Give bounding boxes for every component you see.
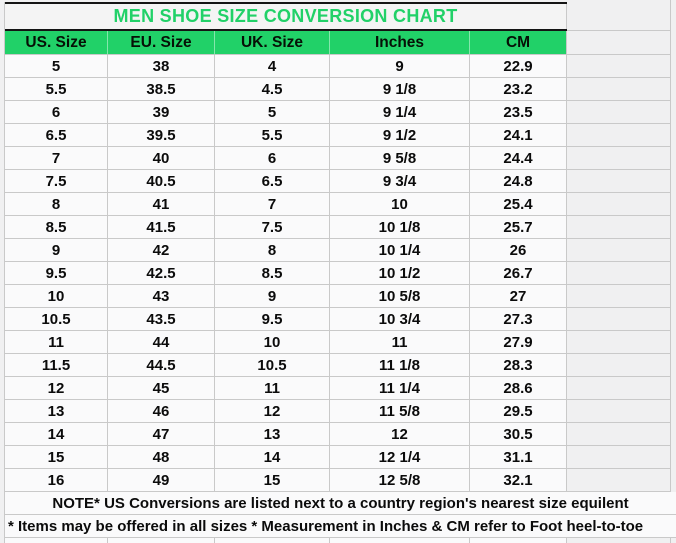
table-cell[interactable]: 6.5 (5, 124, 108, 147)
column-header-eu-size[interactable]: EU. Size (108, 31, 215, 55)
empty-cell[interactable] (567, 262, 671, 285)
note-row-conversions[interactable]: NOTE* US Conversions are listed next to a country region's nearest size equilent (5, 492, 676, 515)
page-title: MEN SHOE SIZE CONVERSION CHART (113, 6, 458, 26)
table-cell[interactable]: 4 (215, 55, 330, 78)
empty-cell[interactable] (567, 538, 671, 543)
table-row (5, 193, 567, 216)
table-cell[interactable]: 45 (108, 377, 215, 400)
table-cell[interactable]: 44.5 (108, 354, 215, 377)
table-cell[interactable]: 7 (5, 147, 108, 170)
table-cell[interactable]: 25.4 (470, 193, 567, 216)
table-cell[interactable]: 9 1/8 (330, 78, 470, 101)
title-row[interactable] (5, 4, 567, 29)
table-cell[interactable]: 11 5/8 (330, 400, 470, 423)
table-cell[interactable]: 24.1 (470, 124, 567, 147)
table-cell[interactable]: 10 (330, 193, 470, 216)
empty-cell[interactable] (567, 400, 671, 423)
table-cell[interactable]: 10 3/4 (330, 308, 470, 331)
empty-cell[interactable] (567, 239, 671, 262)
conversion-table (4, 2, 567, 492)
table-cell[interactable]: 12 5/8 (330, 469, 470, 492)
table-cell[interactable]: 10 (5, 285, 108, 308)
table-cell[interactable]: 14 (5, 423, 108, 446)
clipped-empty-row (4, 538, 671, 543)
table-cell[interactable]: 41 (108, 193, 215, 216)
empty-cell[interactable] (5, 538, 108, 543)
table-cell[interactable]: 38.5 (108, 78, 215, 101)
table-cell[interactable]: 24.8 (470, 170, 567, 193)
table-cell[interactable]: 12 (330, 423, 470, 446)
table-cell[interactable]: 40.5 (108, 170, 215, 193)
table-cell[interactable]: 9 5/8 (330, 147, 470, 170)
table-row (5, 377, 567, 400)
table-cell[interactable]: 41.5 (108, 216, 215, 239)
note-row-measurement[interactable]: * Items may be offered in all sizes * Measurement in Inches & CM refer to Foot heel-to-toe (5, 515, 676, 538)
empty-cell[interactable] (567, 101, 671, 124)
table-cell[interactable]: 10 1/2 (330, 262, 470, 285)
table-cell[interactable]: 9 (330, 55, 470, 78)
table-row (5, 285, 567, 308)
table-cell[interactable]: 11.5 (5, 354, 108, 377)
table-row (5, 446, 567, 469)
empty-cell[interactable] (567, 469, 671, 492)
empty-cell[interactable] (330, 538, 470, 543)
empty-cell[interactable] (567, 170, 671, 193)
empty-cell[interactable] (108, 538, 215, 543)
empty-cell[interactable] (567, 147, 671, 170)
table-row (5, 147, 567, 170)
table-cell[interactable]: 9 3/4 (330, 170, 470, 193)
table-row (5, 124, 567, 147)
column-header-uk-size[interactable]: UK. Size (215, 31, 330, 55)
table-row (5, 170, 567, 193)
table-cell[interactable]: 10.5 (215, 354, 330, 377)
table-cell[interactable]: 23.5 (470, 101, 567, 124)
table-row (5, 469, 567, 492)
empty-cell[interactable] (567, 78, 671, 101)
table-cell[interactable]: 13 (5, 400, 108, 423)
table-row (5, 262, 567, 285)
table-cell[interactable]: 15 (215, 469, 330, 492)
table-cell[interactable]: 47 (108, 423, 215, 446)
table-row (5, 308, 567, 331)
table-cell[interactable]: 11 1/8 (330, 354, 470, 377)
table-cell[interactable]: 5 (215, 101, 330, 124)
table-cell[interactable]: 9 1/4 (330, 101, 470, 124)
table-cell[interactable]: 11 (215, 377, 330, 400)
table-cell[interactable]: 42.5 (108, 262, 215, 285)
table-body (5, 55, 567, 492)
empty-cell[interactable] (567, 0, 671, 31)
header-row (5, 31, 567, 55)
table-cell[interactable]: 12 (5, 377, 108, 400)
empty-cell[interactable] (567, 216, 671, 239)
table-cell[interactable]: 9 1/2 (330, 124, 470, 147)
table-cell[interactable]: 9.5 (215, 308, 330, 331)
table-cell[interactable]: 10 1/8 (330, 216, 470, 239)
empty-cell[interactable] (567, 423, 671, 446)
table-cell[interactable]: 39.5 (108, 124, 215, 147)
table-cell[interactable]: 27.3 (470, 308, 567, 331)
table-cell[interactable]: 8.5 (5, 216, 108, 239)
table-cell[interactable]: 16 (5, 469, 108, 492)
table-cell[interactable]: 32.1 (470, 469, 567, 492)
table-row (5, 78, 567, 101)
empty-cell[interactable] (567, 285, 671, 308)
table-cell[interactable]: 10 1/4 (330, 239, 470, 262)
table-cell[interactable]: 13 (215, 423, 330, 446)
table-cell[interactable]: 8 (5, 193, 108, 216)
table-cell[interactable]: 38 (108, 55, 215, 78)
table-cell[interactable]: 6 (5, 101, 108, 124)
table-cell[interactable]: 26 (470, 239, 567, 262)
table-cell[interactable]: 11 (5, 331, 108, 354)
notes-section (4, 492, 676, 538)
table-cell[interactable]: 48 (108, 446, 215, 469)
table-cell[interactable]: 26.7 (470, 262, 567, 285)
table-cell[interactable]: 11 1/4 (330, 377, 470, 400)
table-row (5, 331, 567, 354)
table-row (5, 239, 567, 262)
table-cell[interactable]: 7.5 (5, 170, 108, 193)
table-cell[interactable]: 10 5/8 (330, 285, 470, 308)
table-cell[interactable]: 9 (215, 285, 330, 308)
table-cell[interactable]: 12 (215, 400, 330, 423)
empty-cell[interactable] (215, 538, 330, 543)
table-cell[interactable]: 22.9 (470, 55, 567, 78)
empty-cell[interactable] (567, 308, 671, 331)
empty-cell[interactable] (567, 354, 671, 377)
column-header-inches[interactable]: Inches (330, 31, 470, 55)
empty-cell[interactable] (567, 124, 671, 147)
table-cell[interactable]: 30.5 (470, 423, 567, 446)
table-cell[interactable]: 14 (215, 446, 330, 469)
table-row (5, 55, 567, 78)
table-cell[interactable]: 10 (215, 331, 330, 354)
table-cell[interactable]: 6 (215, 147, 330, 170)
table-row (5, 216, 567, 239)
table-cell[interactable]: 28.6 (470, 377, 567, 400)
table-cell[interactable]: 25.7 (470, 216, 567, 239)
table-cell[interactable]: 27 (470, 285, 567, 308)
table-cell[interactable]: 49 (108, 469, 215, 492)
table-cell[interactable]: 8.5 (215, 262, 330, 285)
empty-column (567, 0, 671, 492)
empty-cell[interactable] (470, 538, 567, 543)
table-cell[interactable]: 24.4 (470, 147, 567, 170)
table-cell[interactable]: 42 (108, 239, 215, 262)
empty-cell[interactable] (567, 446, 671, 469)
table-row (5, 423, 567, 446)
table-cell[interactable]: 5.5 (215, 124, 330, 147)
table-cell[interactable]: 43.5 (108, 308, 215, 331)
table-cell[interactable]: 39 (108, 101, 215, 124)
empty-cell[interactable] (567, 31, 671, 55)
table-cell[interactable]: 23.2 (470, 78, 567, 101)
table-row (5, 101, 567, 124)
empty-cell[interactable] (567, 377, 671, 400)
table-cell[interactable]: 4.5 (215, 78, 330, 101)
table-cell[interactable]: 5.5 (5, 78, 108, 101)
table-row (5, 400, 567, 423)
empty-cell[interactable] (567, 331, 671, 354)
column-header-cm[interactable]: CM (470, 31, 567, 55)
table-cell[interactable]: 43 (108, 285, 215, 308)
table-cell[interactable]: 31.1 (470, 446, 567, 469)
table-cell[interactable]: 5 (5, 55, 108, 78)
table-cell[interactable]: 15 (5, 446, 108, 469)
table-cell[interactable]: 7.5 (215, 216, 330, 239)
table-cell[interactable]: 29.5 (470, 400, 567, 423)
table-cell[interactable]: 40 (108, 147, 215, 170)
table-cell[interactable]: 27.9 (470, 331, 567, 354)
column-header-us-size[interactable]: US. Size (5, 31, 108, 55)
table-cell[interactable]: 11 (330, 331, 470, 354)
table-cell[interactable]: 46 (108, 400, 215, 423)
table-cell[interactable]: 8 (215, 239, 330, 262)
table-row (5, 354, 567, 377)
table-cell[interactable]: 7 (215, 193, 330, 216)
table-cell[interactable]: 9 (5, 239, 108, 262)
table-cell[interactable]: 28.3 (470, 354, 567, 377)
empty-cell[interactable] (567, 55, 671, 78)
table-cell[interactable]: 12 1/4 (330, 446, 470, 469)
table-cell[interactable]: 44 (108, 331, 215, 354)
empty-cell[interactable] (567, 193, 671, 216)
table-cell[interactable]: 10.5 (5, 308, 108, 331)
table-cell[interactable]: 6.5 (215, 170, 330, 193)
table-cell[interactable]: 9.5 (5, 262, 108, 285)
